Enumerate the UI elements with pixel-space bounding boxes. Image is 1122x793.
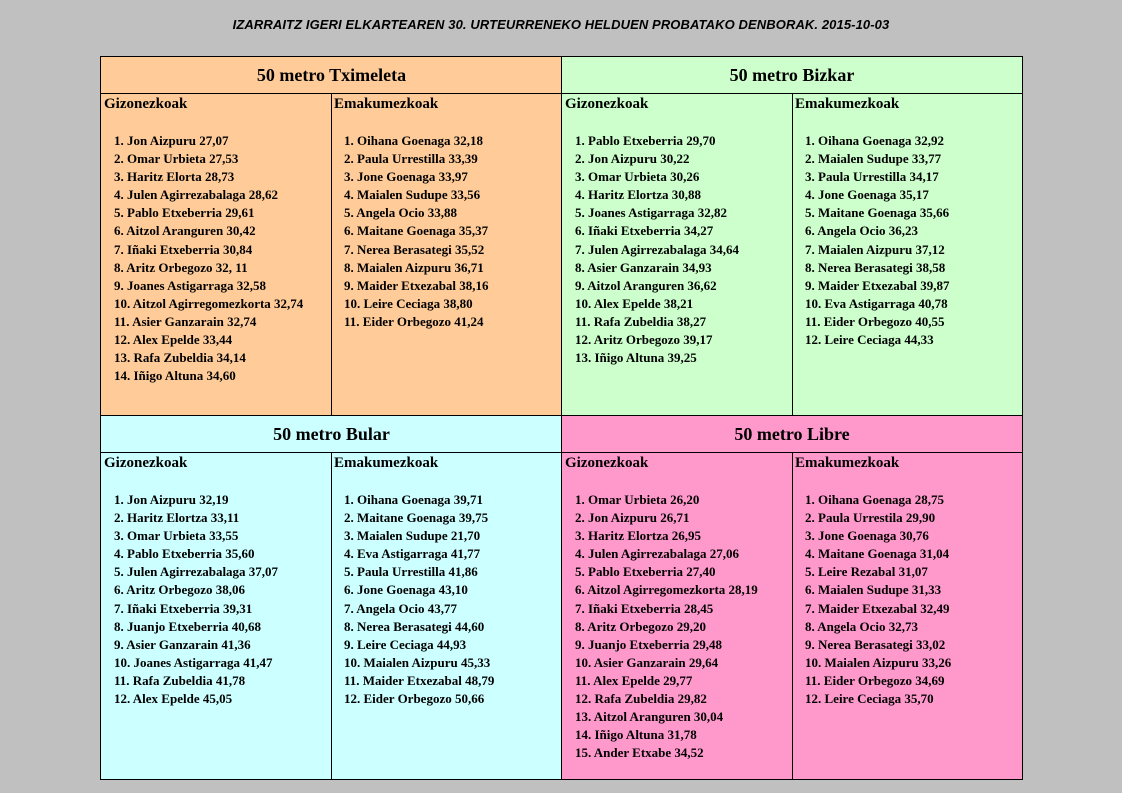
result-entry: 8. Nerea Berasategi 38,58: [805, 259, 946, 275]
result-entry: 8. Aritz Orbegozo 29,20: [575, 618, 707, 634]
women-results: [792, 113, 1022, 349]
result-entry: 6. Aitzol Aranguren 30,42: [114, 223, 256, 239]
divider-column: [331, 93, 332, 415]
result-entry: 5. Pablo Etxeberria 29,61: [114, 205, 255, 221]
divider-column: [792, 93, 793, 415]
men-column: [101, 93, 331, 416]
result-entry: 3. Jone Goenaga 30,76: [805, 528, 929, 544]
result-entry: 9. Maider Etxezabal 38,16: [344, 277, 489, 293]
result-entry: 8. Maialen Aizpuru 36,71: [344, 259, 484, 275]
result-entry: 1. Oihana Goenaga 28,75: [805, 492, 945, 507]
section-title: 50 metro Bular: [101, 416, 562, 453]
result-entry: 13. Aitzol Aranguren 30,04: [575, 709, 724, 725]
result-entry: 11. Eider Orbegozo 40,55: [805, 313, 945, 329]
men-results: [562, 113, 792, 367]
result-entry: 12. Alex Epelde 45,05: [114, 691, 233, 707]
result-entry: 3. Omar Urbieta 33,55: [114, 528, 239, 544]
men-column: [562, 93, 792, 416]
men-results: [101, 113, 331, 385]
women-label: Emakumezkoak: [795, 455, 900, 471]
result-entry: 9. Leire Ceciaga 44,93: [344, 636, 467, 652]
result-entry: 11. Rafa Zubeldia 41,78: [114, 672, 246, 688]
result-entry: 14. Iñigo Altuna 31,78: [575, 727, 697, 743]
result-entry: 5. Paula Urrestilla 41,86: [344, 564, 478, 580]
result-entry: 1. Oihana Goenaga 32,18: [344, 133, 484, 148]
result-entry: 2. Paula Urrestilla 33,39: [344, 151, 478, 167]
result-entry: 7. Nerea Berasategi 35,52: [344, 241, 485, 257]
divider-column: [331, 452, 332, 779]
result-entry: 2. Haritz Elortza 33,11: [114, 510, 240, 526]
result-entry: 1. Jon Aizpuru 27,07: [114, 133, 229, 148]
result-entry: 7. Maialen Aizpuru 37,12: [805, 241, 945, 257]
result-entry: 1. Pablo Etxeberria 29,70: [575, 133, 716, 148]
result-entry: 1. Jon Aizpuru 32,19: [114, 492, 229, 507]
result-entry: 5. Pablo Etxeberria 27,40: [575, 564, 716, 580]
result-entry: 3. Maialen Sudupe 21,70: [344, 528, 481, 544]
result-entry: 8. Aritz Orbegozo 32, 11: [114, 259, 248, 275]
result-entry: 9. Joanes Astigarraga 32,58: [114, 277, 267, 293]
women-results: [331, 113, 562, 331]
result-entry: 6. Iñaki Etxeberria 34,27: [575, 223, 714, 239]
result-entry: 1. Oihana Goenaga 39,71: [344, 492, 484, 507]
result-entry: 5. Maitane Goenaga 35,66: [805, 205, 950, 221]
women-column: [792, 93, 1022, 416]
result-entry: 9. Maider Etxezabal 39,87: [805, 277, 950, 293]
result-entry: 4. Jone Goenaga 35,17: [805, 187, 929, 203]
result-entry: 6. Angela Ocio 36,23: [805, 223, 919, 239]
result-entry: 8. Asier Ganzarain 34,93: [575, 259, 712, 275]
page-title: IZARRAITZ IGERI ELKARTEAREN 30. URTEURRENEKO HELDUEN PROBATAKO DENBORAK. 2015-10-03: [232, 17, 890, 32]
result-entry: 7. Iñaki Etxeberria 30,84: [114, 241, 253, 257]
result-entry: 3. Haritz Elorta 28,73: [114, 169, 235, 185]
men-results: [101, 472, 331, 708]
result-entry: 3. Haritz Elortza 26,95: [575, 528, 701, 544]
result-entry: 8. Juanjo Etxeberria 40,68: [114, 618, 261, 634]
result-entry: 3. Omar Urbieta 30,26: [575, 169, 700, 185]
result-entry: 1. Omar Urbieta 26,20: [575, 492, 700, 507]
result-entry: 4. Eva Astigarraga 41,77: [344, 546, 481, 562]
result-entry: 10. Alex Epelde 38,21: [575, 295, 694, 311]
result-entry: 10. Eva Astigarraga 40,78: [805, 295, 948, 311]
result-entry: 5. Joanes Astigarraga 32,82: [575, 205, 728, 221]
result-entry: 3. Jone Goenaga 33,97: [344, 169, 468, 185]
result-entry: 2. Jon Aizpuru 30,22: [575, 151, 690, 167]
result-entry: 6. Aitzol Agirregomezkorta 28,19: [575, 582, 758, 598]
result-entry: 8. Nerea Berasategi 44,60: [344, 618, 485, 634]
divider-horizontal-main: [101, 415, 1022, 416]
result-entry: 10. Asier Ganzarain 29,64: [575, 654, 719, 670]
result-entry: 10. Joanes Astigarraga 41,47: [114, 654, 273, 670]
result-entry: 1. Oihana Goenaga 32,92: [805, 133, 945, 148]
result-entry: 3. Paula Urrestilla 34,17: [805, 169, 939, 185]
result-entry: 11. Eider Orbegozo 41,24: [344, 313, 484, 329]
result-entry: 14. Iñigo Altuna 34,60: [114, 368, 236, 384]
result-entry: 9. Juanjo Etxeberria 29,48: [575, 636, 722, 652]
result-entry: 11. Eider Orbegozo 34,69: [805, 672, 945, 688]
women-label: Emakumezkoak: [334, 96, 439, 112]
section-title: 50 metro Bizkar: [562, 57, 1022, 94]
result-entry: 4. Julen Agirrezabalaga 28,62: [114, 187, 279, 203]
result-entry: 4. Pablo Etxeberria 35,60: [114, 546, 255, 562]
result-entry: 5. Angela Ocio 33,88: [344, 205, 458, 221]
result-entry: 12. Aritz Orbegozo 39,17: [575, 332, 713, 348]
women-results: [792, 472, 1022, 708]
result-entry: 6. Jone Goenaga 43,10: [344, 582, 468, 598]
result-entry: 6. Maitane Goenaga 35,37: [344, 223, 489, 239]
result-entry: 2. Jon Aizpuru 26,71: [575, 510, 690, 526]
result-entry: 5. Julen Agirrezabalaga 37,07: [114, 564, 279, 580]
women-label: Emakumezkoak: [795, 96, 900, 112]
result-entry: 11. Maider Etxezabal 48,79: [344, 672, 495, 688]
section-title: 50 metro Libre: [562, 416, 1022, 453]
result-entry: 11. Rafa Zubeldia 38,27: [575, 313, 707, 329]
result-entry: 7. Julen Agirrezabalaga 34,64: [575, 241, 740, 257]
men-column: [101, 452, 331, 779]
result-entry: 10. Leire Ceciaga 38,80: [344, 295, 473, 311]
result-entry: 9. Asier Ganzarain 41,36: [114, 636, 251, 652]
result-entry: 7. Iñaki Etxeberria 39,31: [114, 600, 253, 616]
results-table: [100, 56, 1023, 780]
result-entry: 2. Paula Urrestila 29,90: [805, 510, 936, 526]
result-entry: 6. Aritz Orbegozo 38,06: [114, 582, 246, 598]
result-entry: 12. Leire Ceciaga 44,33: [805, 332, 934, 348]
result-entry: 5. Leire Rezabal 31,07: [805, 564, 928, 580]
result-entry: 12. Eider Orbegozo 50,66: [344, 691, 485, 707]
result-entry: 11. Asier Ganzarain 32,74: [114, 313, 257, 329]
result-entry: 12. Leire Ceciaga 35,70: [805, 691, 934, 707]
section-title: 50 metro Tximeleta: [101, 57, 562, 94]
men-label: Gizonezkoak: [104, 96, 188, 112]
result-entry: 12. Alex Epelde 33,44: [114, 332, 233, 348]
result-entry: 4. Julen Agirrezabalaga 27,06: [575, 546, 740, 562]
result-entry: 10. Maialen Aizpuru 45,33: [344, 654, 491, 670]
men-results: [562, 472, 792, 762]
result-entry: 12. Rafa Zubeldia 29,82: [575, 691, 707, 707]
result-entry: 4. Haritz Elortza 30,88: [575, 187, 701, 203]
men-column: [562, 452, 792, 779]
women-column: [331, 452, 562, 779]
divider-vertical-main: [561, 57, 562, 779]
result-entry: 7. Angela Ocio 43,77: [344, 600, 458, 616]
result-entry: 7. Iñaki Etxeberria 28,45: [575, 600, 714, 616]
women-results: [331, 472, 562, 708]
result-entry: 2. Maialen Sudupe 33,77: [805, 151, 942, 167]
result-entry: 10. Aitzol Agirregomezkorta 32,74: [114, 295, 304, 311]
women-label: Emakumezkoak: [334, 455, 439, 471]
women-column: [331, 93, 562, 416]
result-entry: 6. Maialen Sudupe 31,33: [805, 582, 942, 598]
result-entry: 9. Nerea Berasategi 33,02: [805, 636, 946, 652]
result-entry: 11. Alex Epelde 29,77: [575, 672, 693, 688]
result-entry: 7. Maider Etxezabal 32,49: [805, 600, 950, 616]
result-entry: 15. Ander Etxabe 34,52: [575, 745, 704, 761]
men-label: Gizonezkoak: [104, 455, 188, 471]
men-label: Gizonezkoak: [565, 455, 649, 471]
divider-column: [792, 452, 793, 779]
result-entry: 2. Omar Urbieta 27,53: [114, 151, 239, 167]
result-entry: 4. Maialen Sudupe 33,56: [344, 187, 481, 203]
women-column: [792, 452, 1022, 779]
result-entry: 13. Iñigo Altuna 39,25: [575, 350, 697, 366]
result-entry: 2. Maitane Goenaga 39,75: [344, 510, 489, 526]
result-entry: 4. Maitane Goenaga 31,04: [805, 546, 950, 562]
result-entry: 9. Aitzol Aranguren 36,62: [575, 277, 717, 293]
result-entry: 10. Maialen Aizpuru 33,26: [805, 654, 952, 670]
result-entry: 8. Angela Ocio 32,73: [805, 618, 919, 634]
result-entry: 13. Rafa Zubeldia 34,14: [114, 350, 246, 366]
men-label: Gizonezkoak: [565, 96, 649, 112]
